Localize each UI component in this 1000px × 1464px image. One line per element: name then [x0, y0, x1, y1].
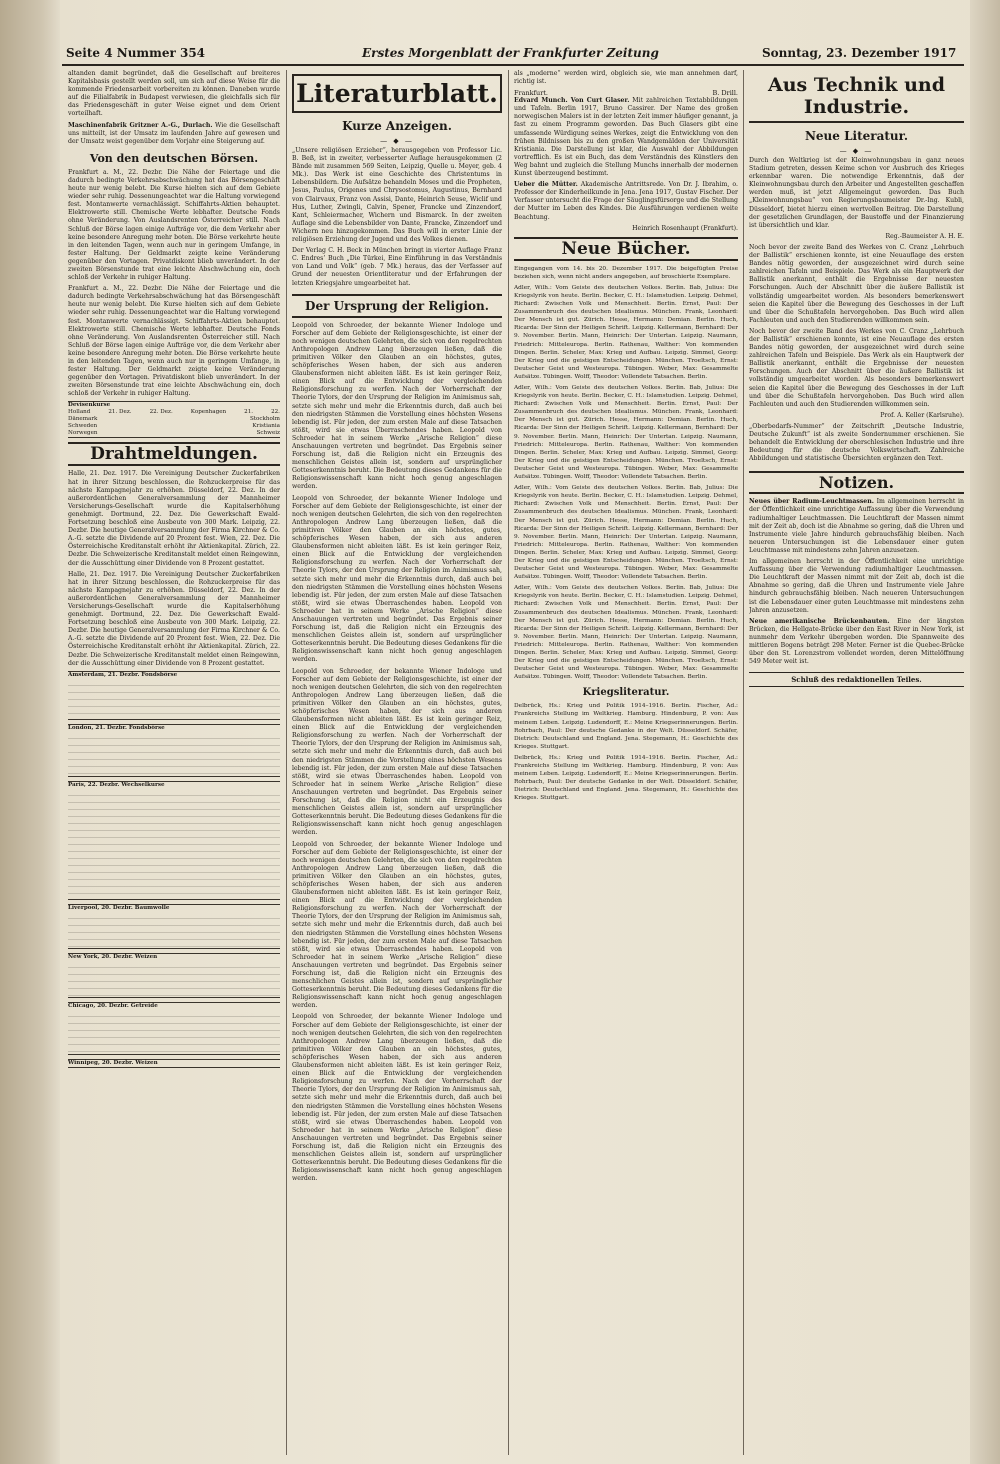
neue-buecher-intro: Eingegangen vom 14. bis 20. Dezember 1917. Die beigefügten Preise beziehen sich, wenn nicht anders angegeben, auf broschierte Exemplare.: [514, 265, 738, 280]
column-rule-1: [286, 70, 287, 1455]
notiz1-title: Neues über Radium-Leuchtmassen.: [749, 498, 874, 506]
ursprung-text-cont3: Leopold von Schroeder, der bekannte Wiener Indologe und Forscher auf dem Gebiete der Religionsgeschichte, ist einer der noch wenigen deutschen Gelehrten, die sich von den regelrechten Anthropologen Andrew Lang überzeugen ließen, daß die primitiven Völker den Glauben an ein höchstes, gutes, schöpferisches Wesen haben, der sich aus anderen Glaubensformen nicht ableiten läßt. Es ist kein geringer Reiz, einen Blick auf die Entwicklung der vergleichenden Religionsforschung zu werfen. Nach der Vorherrschaft der Theorie Tylors, der den Ursprung der Religion im Animismus sah, setzte sich mehr und mehr die Erkenntnis durch, daß auch bei den niedrigsten Stämmen die Vorstellung eines höchsten Wesens lebendig ist. Für jeden, der zum ersten Male auf diese Tatsachen stößt, wird sie etwas Überraschendes haben. Leopold von Schroeder hat in seinem Werke „Arische Religion“ diese Anschauungen vertreten und begründet. Das Ergebnis seiner Forschung ist, daß die Religion nicht ein Erzeugnis des menschlichen Geistes allein ist, sondern auf ursprünglicher Gotteserkenntnis beruht. Die Bedeutung dieses Gedankens für die Religionswissenschaft kann nicht hoch genug angeschlagen werden.: [292, 840, 502, 1010]
kriegsliteratur-list: Delbrück, Hs.: Krieg und Politik 1914–1916. Berlin. Fischer, Ad.: Frankreichs Stellung im Weltkrieg. Hamburg. Hindenburg, P. von: Aus meinem Leben. Leipzig. Ludendorff, E.: Meine Kriegserinnerungen. Berlin. Rohrbach, Paul: Der deutsche Gedanke in der Welt. Düsseldorf. Schäfer, Dietrich: Deutschland und England. Jena. Stegemann, H.: Geschichte des Krieges. Stuttgart.: [514, 703, 738, 750]
book-spine: [0, 0, 60, 1464]
muetter-title: Ueber die Mütter.: [514, 181, 578, 189]
market-london: London, 21. Dezbr. Fondsbörse: [68, 724, 280, 777]
market-paris: Paris, 22. Dezbr. Wechselkurse: [68, 781, 280, 900]
neue-literatur-signature: Reg.-Baumeister A. H. E.: [885, 232, 964, 240]
ballistik-signature: Prof. A. Keller (Karlsruhe).: [880, 411, 964, 419]
neue-buecher-list: Adler, Wilh.: Vom Geiste des deutschen Volkes. Berlin. Bab, Julius: Die Kriegslyrik von heute. Berlin. Becker, C. H.: Islamstudien. Leipzig. Dehmel, Richard: Zwischen Volk und Menschheit. Berlin. Ernst, Paul: Der Zusammenbruch des deutschen Idealismus. München. Frank, Leonhard: Der Mensch ist gut. Zürich. Hesse, Hermann: Demian. Berlin. Huch, Ricarda: Der Sinn der Heiligen Schrift. Leipzig. Kellermann, Bernhard: Der 9. November. Berlin. Mann, Heinrich: Der Untertan. Leipzig. Naumann, Friedrich: Mitteleuropa. Berlin. Rathenau, Walther: Von kommenden Dingen. Berlin. Scheler, Max: Krieg und Aufbau. Leipzig. Simmel, Georg: Der Krieg und die geistigen Entscheidungen. München. Troeltsch, Ernst: Deutscher Geist und Westeuropa. Tübingen. Weber, Max: Gesammelte Aufsätze. Tübingen. Wolff, Theodor: Vollendete Tatsachen. Berlin.: [514, 284, 738, 380]
notiz2-text: Eine der längsten Brücken, die Hellgate-Brücke über den East River in New York, ist nunmehr dem Verkehr übergeben worden. Die Spannweite des mittleren Bogens beträgt 298 Meter. Ferner ist die Quebec-Brücke über den St. Lorenzstrom vollendet worden, deren Mittelöffnung 549 Meter weit ist.: [749, 617, 964, 666]
kurze-anzeigen-heading: Kurze Anzeigen.: [342, 119, 452, 133]
devisen-row: Holland 21. Dez. 22. Dez. Kopenhagen 21. 22.: [68, 409, 280, 416]
devisen-row: Norwegen Schweiz: [68, 430, 280, 437]
column-2: Literaturblatt. Kurze Anzeigen. — ◆ — „Unsere religiösen Erzieher“, herausgegeben von Professor Lic. B. Beß, ist in zweiter, verbesserter Auflage herausgekommen (2 Bände mit zusammen 569 Seiten, Leipzig, Quelle u. Meyer, geb. 4 Mk.). Das Werk ist eine Geschichte des Christentums in Lebensbildern. Die Aufsätze behandeln Moses und die Propheten, Jesus, Paulus, Origenes und Chrysostomus, Augustinus, Bernhard von Clairvaux, Franz von Assisi, Dante, Heinrich Seuse, Wiclif und Hus, Luther, Zwingli, Calvin, Spener, Francke und Zinzendorf, Kant, Schleiermacher, Wichern und Bismarck. In der zweiten Auflage sind die Lebensbilder von Dante, Francke, Zinzendorf und Wichern neu hinzugekommen. Das Buch will in erster Linie der religiösen Erziehung der Jugend und des Volkes dienen. Der Verlag C. H. Beck in München bringt in vierter Auflage Franz C. Endres’ Buch „Die Türkei, Eine Einführung in das Verständnis von Land und Volk“ (geb. 7 Mk.) heraus, das der Verfasser auf Grund der neuesten Orientliteratur und der Erfahrungen der letzten Kriegsjahre umgearbeitet hat. Der Ursprung der Religion. Leopold von Schroeder, der bekannte Wiener Indologe und Forscher auf dem Gebiete der Religionsgeschichte, ist einer der noch wenigen deutschen Gelehrten, die sich von den regelrechten Anthropologen Andrew Lang überzeugen ließen, daß die primitiven Völker den Glauben an ein höchstes, gutes, schöpferisches Wesen haben, der sich aus anderen Glaubensformen nicht ableiten läßt. Es ist kein geringer Reiz, einen Blick auf die Entwicklung der vergleichenden Religionsforschung zu werfen. Nach der Vorherrschaft der Theorie Tylors, der den Ursprung der Religion im Animismus sah, setzte sich mehr und mehr die Erkenntnis durch, daß auch bei den niedrigsten Stämmen die Vorstellung eines höchsten Wesens lebendig ist. Für jeden, der zum ersten Male auf diese Tatsachen stößt, wird sie etwas Überraschendes haben. Leopold von Schroeder hat in seinem Werke „Arische Religion“ diese Anschauungen vertreten und begründet. Das Ergebnis seiner Forschung ist, daß die Religion nicht ein Erzeugnis des menschlichen Geistes allein ist, sondern auf ursprünglicher Gotteserkenntnis beruht. Die Bedeutung dieses Gedankens für die Religionswissenschaft kann nicht hoch genug angeschlagen werden. Leopold von Schroeder, der bekannte Wiener Indologe und Forscher auf dem Gebiete der Religionsgeschichte, ist einer der noch wenigen deutschen Gelehrten, die sich von den regelrechten Anthropologen Andrew Lang überzeugen ließen, daß die primitiven Völker den Glauben an ein höchstes, gutes, schöpferisches Wesen haben, der sich aus anderen Glaubensformen nicht ableiten läßt. Es ist kein geringer Reiz, einen Blick auf die Entwicklung der vergleichenden Religionsforschung zu werfen. Nach der Vorherrschaft der Theorie Tylors, der den Ursprung der Religion im Animismus sah, setzte sich mehr und mehr die Erkenntnis durch, daß auch bei den niedrigsten Stämmen die Vorstellung eines höchsten Wesens lebendig ist. Für jeden, der zum ersten Male auf diese Tatsachen stößt, wird sie etwas Überraschendes haben. Leopold von Schroeder hat in seinem Werke „Arische Religion“ diese Anschauungen vertreten und begründet. Das Ergebnis seiner Forschung ist, daß die Religion nicht ein Erzeugnis des menschlichen Geistes allein ist, sondern auf ursprünglicher Gotteserkenntnis beruht. Die Bedeutung dieses Gedankens für die Religionswissenschaft kann nicht hoch genug angeschlagen werden. Leopold von Schroeder, der bekannte Wiener Indologe und Forscher auf dem Gebiete der Religionsgeschichte, ist einer der noch wenigen deutschen Gelehrten, die sich von den regelrechten Anthropologen Andrew Lang überzeugen ließen, daß die primitiven Völker den Glauben an ein höchstes, gutes, schöpferisches Wesen haben, der sich aus anderen Glaubensformen nicht ableiten läßt. Es ist kein geringer Reiz, einen Blick auf die Entwicklung der vergleichenden Religionsforschung zu werfen. Nach der Vorherrschaft der Theorie Tylors, der den Ursprung der Religion im Animismus sah, setzte sich mehr und mehr die Erkenntnis durch, daß auch bei den niedrigsten Stämmen die Vorstellung eines höchsten Wesens lebendig ist. Für jeden, der zum ersten Male auf diese Tatsachen stößt, wird sie etwas Überraschendes haben. Leopold von Schroeder hat in seinem Werke „Arische Religion“ diese Anschauungen vertreten und begründet. Das Ergebnis seiner Forschung ist, daß die Religion nicht ein Erzeugnis des menschlichen Geistes allein ist, sondern auf ursprünglicher Gotteserkenntnis beruht. Die Bedeutung dieses Gedankens für die Religionswissenschaft kann nicht hoch genug angeschlagen werden. Leopold von Schroeder, der bekannte Wiener Indologe und Forscher auf dem Gebiete der Religionsgeschichte, ist einer der noch wenigen deutschen Gelehrten, die sich von den regelrechten Anthropologen Andrew Lang überzeugen ließen, daß die primitiven Völker den Glauben an ein höchstes, gutes, schöpferisches Wesen haben, der sich aus anderen Glaubensformen nicht ableiten läßt. Es ist kein geringer Reiz, einen Blick auf die Entwicklung der vergleichenden Religionsforschung zu werfen. Nach der Vorherrschaft der Theorie Tylors, der den Ursprung der Religion im Animismus sah, setzte sich mehr und mehr die Erkenntnis durch, daß auch bei den niedrigsten Stämmen die Vorstellung eines höchsten Wesens lebendig ist. Für jeden, der zum ersten Male auf diese Tatsachen stößt, wird sie etwas Überraschendes haben. Leopold von Schroeder hat in seinem Werke „Arische Religion“ diese Anschauungen vertreten und begründet. Das Ergebnis seiner Forschung ist, daß die Religion nicht ein Erzeugnis des menschlichen Geistes allein ist, sondern auf ursprünglicher Gotteserkenntnis beruht. Die Bedeutung dieses Gedankens für die Religionswissenschaft kann nicht hoch genug angeschlagen werden. Leopold von Schroeder, der bekannte Wiener Indologe und Forscher auf dem Gebiete der Religionsgeschichte, ist einer der noch wenigen deutschen Gelehrten, die sich von den regelrechten Anthropologen Andrew Lang überzeugen ließen, daß die primitiven Völker den Glauben an ein höchstes, gutes, schöpferisches Wesen haben, der sich aus anderen Glaubensformen nicht ableiten läßt. Es ist kein geringer Reiz, einen Blick auf die Entwicklung der vergleichenden Religionsforschung zu werfen. Nach der Vorherrschaft der Theorie Tylors, der den Ursprung der Religion im Animismus sah, setzte sich mehr und mehr die Erkenntnis durch, daß auch bei den niedrigsten Stämmen die Vorstellung eines höchsten Wesens lebendig ist. Für jeden, der zum ersten Male auf diese Tatsachen stößt, wird sie etwas Überraschendes haben. Leopold von Schroeder hat in seinem Werke „Arische Religion“ diese Anschauungen vertreten und begründet. Das Ergebnis seiner Forschung ist, daß die Religion nicht ein Erzeugnis des menschlichen Geistes allein ist, sondern auf ursprünglicher Gotteserkenntnis beruht. Die Bedeutung dieses Gedankens für die Religionswissenschaft kann nicht hoch genug angeschlagen werden.: [292, 70, 502, 1455]
ursprung-text-cont2: Leopold von Schroeder, der bekannte Wiener Indologe und Forscher auf dem Gebiete der Religionsgeschichte, ist einer der noch wenigen deutschen Gelehrten, die sich von den regelrechten Anthropologen Andrew Lang überzeugen ließen, daß die primitiven Völker den Glauben an ein höchstes, gutes, schöpferisches Wesen haben, der sich aus anderen Glaubensformen nicht ableiten läßt. Es ist kein geringer Reiz, einen Blick auf die Entwicklung der vergleichenden Religionsforschung zu werfen. Nach der Vorherrschaft der Theorie Tylors, der den Ursprung der Religion im Animismus sah, setzte sich mehr und mehr die Erkenntnis durch, daß auch bei den niedrigsten Stämmen die Vorstellung eines höchsten Wesens lebendig ist. Für jeden, der zum ersten Male auf diese Tatsachen stößt, wird sie etwas Überraschendes haben. Leopold von Schroeder hat in seinem Werke „Arische Religion“ diese Anschauungen vertreten und begründet. Das Ergebnis seiner Forschung ist, daß die Religion nicht ein Erzeugnis des menschlichen Geistes allein ist, sondern auf ursprünglicher Gotteserkenntnis beruht. Die Bedeutung dieses Gedankens für die Religionswissenschaft kann nicht hoch genug angeschlagen werden.: [292, 667, 502, 837]
notiz1-text-cont: Im allgemeinen herrscht in der Öffentlichkeit eine unrichtige Auffassung über die Verwendung radiumhaltiger Leuchtmassen. Die Leuchtkraft der Massen nimmt mit der Zeit ab, doch ist die Abnahme so gering, daß die Uhren und Instrumente viele Jahre hindurch gebrauchsfähig bleiben. Nach neueren Untersuchungen ist die Lebensdauer einer guten Leuchtmasse mit mindestens zehn Jahren anzusetzen.: [749, 558, 964, 614]
ursprung-text-cont4: Leopold von Schroeder, der bekannte Wiener Indologe und Forscher auf dem Gebiete der Religionsgeschichte, ist einer der noch wenigen deutschen Gelehrten, die sich von den regelrechten Anthropologen Andrew Lang überzeugen ließen, daß die primitiven Völker den Glauben an ein höchstes, gutes, schöpferisches Wesen haben, der sich aus anderen Glaubensformen nicht ableiten läßt. Es ist kein geringer Reiz, einen Blick auf die Entwicklung der vergleichenden Religionsforschung zu werfen. Nach der Vorherrschaft der Theorie Tylors, der den Ursprung der Religion im Animismus sah, setzte sich mehr und mehr die Erkenntnis durch, daß auch bei den niedrigsten Stämmen die Vorstellung eines höchsten Wesens lebendig ist. Für jeden, der zum ersten Male auf diese Tatsachen stößt, wird sie etwas Überraschendes haben. Leopold von Schroeder hat in seinem Werke „Arische Religion“ diese Anschauungen vertreten und begründet. Das Ergebnis seiner Forschung ist, daß die Religion nicht ein Erzeugnis des menschlichen Geistes allein ist, sondern auf ursprünglicher Gotteserkenntnis beruht. Die Bedeutung dieses Gedankens für die Religionswissenschaft kann nicht hoch genug angeschlagen werden.: [292, 1013, 502, 1183]
column-rule-3: [743, 70, 744, 1455]
col1-item1-text: Wie die Gesellschaft uns mitteilt, ist der Umsatz im laufenden Jahre auf gewesen und der Umsatz weist gegenüber dem Vorjahr eine Steigerung auf.: [68, 121, 280, 145]
column-rule-2: [508, 70, 509, 1455]
ursprung-heading: Der Ursprung der Religion.: [292, 294, 502, 318]
column-4: Aus Technik und Industrie. Neue Literatur. — ◆ — Durch den Weltkrieg ist der Kleinwohnungsbau in ganz neues Stadium getreten, dessen Keime schon vor Ausbruch des Krieges erkennbar waren. Die notwendige Erkenntnis, daß der Kleinwohnungsbau durch den Arbeiter und Angestellten geschaffen werden muß, ist jetzt Allgemeingut geworden. Das Buch „Kleinwohnungsbau“ von Regierungsbaumeister Dr.-Ing. Kubli, Düsseldorf, bietet hierzu einen wertvollen Beitrag. Die Darstellung der gesetzlichen Grundlagen, der Baustoffe und der Finanzierung ist übersichtlich und klar. Reg.-Baumeister A. H. E. Noch bevor der zweite Band des Werkes von C. Cranz „Lehrbuch der Ballistik“ erschienen konnte, ist eine Neuauflage des ersten Bandes nötig geworden, der ausgezeichnet wird durch seine zahlreichen Tafeln und Beispiele. Das Werk als ein Hauptwerk der Ballistik anerkannt, enthält die Ergebnisse der neuesten Forschungen. Auch der Abschnitt über die äußere Ballistik ist vollständig umgearbeitet worden. Als besonders bemerkenswert seien die Kapitel über die Bewegung des Geschosses in der Luft und über die Schußtafeln hervorgehoben. Das Buch wird allen Fachleuten und auch den Studierenden willkommen sein. Noch bevor der zweite Band des Werkes von C. Cranz „Lehrbuch der Ballistik“ erschienen konnte, ist eine Neuauflage des ersten Bandes nötig geworden, der ausgezeichnet wird durch seine zahlreichen Tafeln und Beispiele. Das Werk als ein Hauptwerk der Ballistik anerkannt, enthält die Ergebnisse der neuesten Forschungen. Auch der Abschnitt über die äußere Ballistik ist vollständig umgearbeitet worden. Als besonders bemerkenswert seien die Kapitel über die Bewegung des Geschosses in der Luft und über die Schußtafeln hervorgehoben. Das Buch wird allen Fachleuten und auch den Studierenden willkommen sein. Prof. A. Keller (Karlsruhe). „Oberbedarfs-Nummer“ der Zeitschrift „Deutsche Industrie, Deutsche Zukunft“ ist als zweite Sondernummer erschienen. Sie behandelt die Entwicklung der oberschlesischen Industrie und ihre Bedeutung für die deutsche Volkswirtschaft. Zahlreiche Abbildungen und statistische Übersichten ergänzen den Text. Notizen. Neues über Radium-Leuchtmassen. Im allgemeinen herrscht in der Öffentlichkeit eine unrichtige Auffassung über die Verwendung radiumhaltiger Leuchtmassen. Die Leuchtkraft der Massen nimmt mit der Zeit ab, doch ist die Abnahme so gering, daß die Uhren und Instrumente viele Jahre hindurch gebrauchsfähig bleiben. Nach neueren Untersuchungen ist die Lebensdauer einer guten Leuchtmasse mit mindestens zehn Jahren anzusetzen. Im allgemeinen herrscht in der Öffentlichkeit eine unrichtige Auffassung über die Verwendung radiumhaltiger Leuchtmassen. Die Leuchtkraft der Massen nimmt mit der Zeit ab, doch ist die Abnahme so gering, daß die Uhren und Instrumente viele Jahre hindurch gebrauchsfähig bleiben. Nach neueren Untersuchungen ist die Lebensdauer einer guten Leuchtmasse mit mindestens zehn Jahren anzusetzen. Neue amerikanische Brückenbauten. Eine der längsten Brücken, die Hellgate-Brücke über den East River in New York, ist nunmehr dem Verkehr übergeben worden. Die Spannweite des mittleren Bogens beträgt 298 Meter. Ferner ist die Quebec-Brücke über den St. Lorenzstrom vollendet worden, deren Mittelöffnung 549 Meter weit ist. Schluß des redaktionellen Teiles.: [749, 70, 964, 1455]
kriegsliteratur-heading: Kriegsliteratur.: [582, 687, 670, 699]
devisen-row: Dänemark Stockholm: [68, 416, 280, 423]
literaturblatt-title: Literaturblatt.: [292, 74, 502, 113]
kurze-anzeigen-text: „Unsere religiösen Erzieher“, herausgegeben von Professor Lic. B. Beß, ist in zweiter, verbesserter Auflage herausgekommen (2 Bände mit zusammen 569 Seiten, Leipzig, Quelle u. Meyer, geb. 4 Mk.). Das Werk ist eine Geschichte des Christentums in Lebensbildern. Die Aufsätze behandeln Moses und die Propheten, Jesus, Paulus, Origenes und Chrysostomus, Augustinus, Bernhard von Clairvaux, Franz von Assisi, Dante, Heinrich Seuse, Wiclif und Hus, Luther, Zwingli, Calvin, Spener, Francke und Zinzendorf, Kant, Schleiermacher, Wichern und Bismarck. In der zweiten Auflage sind die Lebensbilder von Dante, Francke, Zinzendorf und Wichern neu hinzugekommen. Das Buch will in erster Linie der religiösen Erziehung der Jugend und des Volkes dienen.: [292, 147, 502, 244]
neue-buecher-list-cont2: Adler, Wilh.: Vom Geiste des deutschen Volkes. Berlin. Bab, Julius: Die Kriegslyrik von heute. Berlin. Becker, C. H.: Islamstudien. Leipzig. Dehmel, Richard: Zwischen Volk und Menschheit. Berlin. Ernst, Paul: Der Zusammenbruch des deutschen Idealismus. München. Frank, Leonhard: Der Mensch ist gut. Zürich. Hesse, Hermann: Demian. Berlin. Huch, Ricarda: Der Sinn der Heiligen Schrift. Leipzig. Kellermann, Bernhard: Der 9. November. Berlin. Mann, Heinrich: Der Untertan. Leipzig. Naumann, Friedrich: Mitteleuropa. Berlin. Rathenau, Walther: Von kommenden Dingen. Berlin. Scheler, Max: Krieg und Aufbau. Leipzig. Simmel, Georg: Der Krieg und die geistigen Entscheidungen. München. Troeltsch, Ernst: Deutscher Geist und Westeuropa. Tübingen. Weber, Max: Gesammelte Aufsätze. Tübingen. Wolff, Theodor: Vollendete Tatsachen. Berlin.: [514, 485, 738, 581]
col3-top-text: als „moderne“ werden wird, obgleich sie, wie man annehmen darf, richtig ist.: [514, 70, 738, 86]
col3-place: Frankfurt.: [514, 89, 548, 98]
page-header: [62, 44, 964, 66]
col3-signature: B. Drill.: [712, 89, 738, 98]
column-1: [68, 70, 280, 1455]
neue-literatur-text: Durch den Weltkrieg ist der Kleinwohnungsbau in ganz neues Stadium getreten, dessen Keime schon vor Ausbruch des Krieges erkennbar waren. Die notwendige Erkenntnis, daß der Kleinwohnungsbau durch den Arbeiter und Angestellten geschaffen werden muß, ist jetzt Allgemeingut geworden. Das Buch „Kleinwohnungsbau“ von Regierungsbaumeister Dr.-Ing. Kubli, Düsseldorf, bietet hierzu einen wertvollen Beitrag. Die Darstellung der gesetzlichen Grundlagen, der Baustoffe und der Finanzierung ist übersichtlich und klar.: [749, 157, 964, 229]
notizen-heading: Notizen.: [749, 471, 964, 494]
boerse-heading: Von den deutschen Börsen.: [89, 151, 259, 165]
neue-buecher-list-cont3: Adler, Wilh.: Vom Geiste des deutschen Volkes. Berlin. Bab, Julius: Die Kriegslyrik von heute. Berlin. Becker, C. H.: Islamstudien. Leipzig. Dehmel, Richard: Zwischen Volk und Menschheit. Berlin. Ernst, Paul: Der Zusammenbruch des deutschen Idealismus. München. Frank, Leonhard: Der Mensch ist gut. Zürich. Hesse, Hermann: Demian. Berlin. Huch, Ricarda: Der Sinn der Heiligen Schrift. Leipzig. Kellermann, Bernhard: Der 9. November. Berlin. Mann, Heinrich: Der Untertan. Leipzig. Naumann, Friedrich: Mitteleuropa. Berlin. Rathenau, Walther: Von kommenden Dingen. Berlin. Scheler, Max: Krieg und Aufbau. Leipzig. Simmel, Georg: Der Krieg und die geistigen Entscheidungen. München. Troeltsch, Ernst: Deutscher Geist und Westeuropa. Tübingen. Weber, Max: Gesammelte Aufsätze. Tübingen. Wolff, Theodor: Vollendete Tatsachen. Berlin.: [514, 585, 738, 681]
muetter-signature: Heinrich Rosenhaupt (Frankfurt).: [632, 224, 738, 232]
oberbedarf-text: „Oberbedarfs-Nummer“ der Zeitschrift „Deutsche Industrie, Deutsche Zukunft“ ist als zweite Sondernummer erschienen. Sie behandelt die Entwicklung der oberschlesischen Industrie und ihre Bedeutung für die deutsche Volkswirtschaft. Zahlreiche Abbildungen und statistische Übersichten ergänzen den Text.: [749, 422, 964, 463]
header-right: Sonntag, 23. Dezember 1917: [762, 46, 957, 60]
ballistik-text-cont: Noch bevor der zweite Band des Werkes von C. Cranz „Lehrbuch der Ballistik“ erschienen konnte, ist eine Neuauflage des ersten Bandes nötig geworden, der ausgezeichnet wird durch seine zahlreichen Tafeln und Beispiele. Das Werk als ein Hauptwerk der Ballistik anerkannt, enthält die Ergebnisse der neuesten Forschungen. Auch der Abschnitt über die äußere Ballistik ist vollständig umgearbeitet worden. Als besonders bemerkenswert seien die Kapitel über die Bewegung des Geschosses in der Luft und über die Schußtafeln hervorgehoben. Das Buch wird allen Fachleuten und auch den Studierenden willkommen sein.: [749, 327, 964, 408]
devisen-row: Schweden Kristiania: [68, 423, 280, 430]
ballistik-text: Noch bevor der zweite Band des Werkes von C. Cranz „Lehrbuch der Ballistik“ erschienen konnte, ist eine Neuauflage des ersten Bandes nötig geworden, der ausgezeichnet wird durch seine zahlreichen Tafeln und Beispiele. Das Werk als ein Hauptwerk der Ballistik anerkannt, enthält die Ergebnisse der neuesten Forschungen. Auch der Abschnitt über die äußere Ballistik ist vollständig umgearbeitet worden. Als besonders bemerkenswert seien die Kapitel über die Bewegung des Geschosses in der Luft und über die Schußtafeln hervorgehoben. Das Buch wird allen Fachleuten und auch den Studierenden willkommen sein.: [749, 243, 964, 324]
market-newyork: New York, 20. Dezbr. Weizen: [68, 953, 280, 998]
boerse-text: Frankfurt a. M., 22. Dezbr. Die Nähe der Feiertage und die dadurch bedingte Verkehrsabschwächung hat das Börsengeschäft heute nur wenig belebt. Die Kurse hielten sich auf dem Gebiete wieder sehr ruhig. Dessenungeachtet war die Haltung vorwiegend fest. Montanwerte vernachlässigt. Schiffahrts-Aktien behauptet. Elektrowerte still. Chemische Werte lebhafter. Deutsche Fonds ohne Veränderung. Von Auslandsrenten Österreicher still. Nach Schluß der Börse lagen einige Aufträge vor, die dem Verkehr aber keine besondere Anregung mehr boten. Die Börse verkehrte heute in den leitenden Tagen, wenn auch nur in geringem Umfange, in fester Haltung. Der Geldmarkt zeigte keine Veränderung gegenüber den Vortagen. Privatdiskont blieb unverändert. In der zweiten Börsenstunde trat eine leichte Abschwächung ein, doch schloß der Verkehr in ruhiger Haltung.: [68, 168, 280, 282]
market-reports: [68, 671, 280, 1068]
neue-literatur-heading: Neue Literatur.: [804, 129, 909, 143]
ursprung-text: Leopold von Schroeder, der bekannte Wiener Indologe und Forscher auf dem Gebiete der Religionsgeschichte, ist einer der noch wenigen deutschen Gelehrten, die sich von den regelrechten Anthropologen Andrew Lang überzeugen ließen, daß die primitiven Völker den Glauben an ein höchstes, gutes, schöpferisches Wesen haben, der sich aus anderen Glaubensformen nicht ableiten läßt. Es ist kein geringer Reiz, einen Blick auf die Entwicklung der vergleichenden Religionsforschung zu werfen. Nach der Vorherrschaft der Theorie Tylors, der den Ursprung der Religion im Animismus sah, setzte sich mehr und mehr die Erkenntnis durch, daß auch bei den niedrigsten Stämmen die Vorstellung eines höchsten Wesens lebendig ist. Für jeden, der zum ersten Male auf diese Tatsachen stößt, wird sie etwas Überraschendes haben. Leopold von Schroeder hat in seinem Werke „Arische Religion“ diese Anschauungen vertreten und begründet. Das Ergebnis seiner Forschung ist, daß die Religion nicht ein Erzeugnis des menschlichen Geistes allein ist, sondern auf ursprünglicher Gotteserkenntnis beruht. Die Bedeutung dieses Gedankens für die Religionswissenschaft kann nicht hoch genug angeschlagen werden.: [292, 321, 502, 491]
market-liverpool: Liverpool, 20. Dezbr. Baumwolle: [68, 904, 280, 949]
beck-text: Der Verlag C. H. Beck in München bringt in vierter Auflage Franz C. Endres’ Buch „Die Türkei, Eine Einführung in das Verständnis von Land und Volk“ (geb. 7 Mk.) heraus, das der Verfasser auf Grund der neuesten Orientliteratur und der Erfahrungen der letzten Kriegsjahre umgearbeitet hat.: [292, 247, 502, 287]
technik-industrie-title: Aus Technik und Industrie.: [749, 74, 964, 123]
neue-buecher-heading: Neue Bücher.: [514, 237, 738, 261]
draht-text: Halle, 21. Dez. 1917. Die Vereinigung Deutscher Zuckerfabriken hat in ihrer Sitzung beschlossen, die Rohzuckerpreise für das nächste Kampagnejahr zu erhöhen. Düsseldorf, 22. Dez. In der außerordentlichen Generalversammlung der Mannheimer Versicherungs-Gesellschaft wurde die Kapitalserhöhung genehmigt. Dortmund, 22. Dez. Die Gewerkschaft Ewald-Fortsetzung beschloß eine Ausbeute von 300 Mark. Leipzig, 22. Dezbr. Die heutige Generalversammlung der Firma Kirchner & Co. A.-G. setzte die Dividende auf 20 Prozent fest. Wien, 22. Dez. Die Österreichische Kreditanstalt erhöht ihr Aktienkapital. Zürich, 22. Dezbr. Die Schweizerische Kreditanstalt meldet einen Reingewinn, der die Ausschüttung einer Dividende von 8 Prozent gestattet.: [68, 470, 280, 567]
col1-top-text: altanden damit begründet, daß die Gesellschaft auf breiteres Kapitalsbasis gestellt werden soll, um sich auf diese Weise für die kommende Friedensarbeit vorbereiten zu können. Daneben wurde auf die Filialfabrik in Budapest verwiesen, die gleichfalls sich für das Friedensgeschäft in guter Weise eignet und dem Orient vorteilhaft.: [68, 70, 280, 118]
market-winnipeg: Winnipeg, 20. Dezbr. Weizen: [68, 1059, 280, 1068]
muetter-text: Akademische Antrittsrede. Von Dr. J. Ibrahim, o. Professor der Kinderheilkunde in Jena. Jena 1917, Gustav Fischer. Der Verfasser untersucht die Frage der Säuglingsfürsorge und die Stellung der Mutter im Leben des Kindes. Die Ausführungen verdienen weite Beachtung.: [514, 181, 738, 221]
draht-text-cont: Halle, 21. Dez. 1917. Die Vereinigung Deutscher Zuckerfabriken hat in ihrer Sitzung beschlossen, die Rohzuckerpreise für das nächste Kampagnejahr zu erhöhen. Düsseldorf, 22. Dez. In der außerordentlichen Generalversammlung der Mannheimer Versicherungs-Gesellschaft wurde die Kapitalserhöhung genehmigt. Dortmund, 22. Dez. Die Gewerkschaft Ewald-Fortsetzung beschloß eine Ausbeute von 300 Mark. Leipzig, 22. Dezbr. Die heutige Generalversammlung der Firma Kirchner & Co. A.-G. setzte die Dividende auf 20 Prozent fest. Wien, 22. Dez. Die Österreichische Kreditanstalt erhöht ihr Aktienkapital. Zürich, 22. Dezbr. Die Schweizerische Kreditanstalt meldet einen Reingewinn, der die Ausschüttung einer Dividende von 8 Prozent gestattet.: [68, 570, 280, 667]
market-amsterdam: Amsterdam, 21. Dezbr. Fondsbörse: [68, 671, 280, 720]
boerse-text-cont: Frankfurt a. M., 22. Dezbr. Die Nähe der Feiertage und die dadurch bedingte Verkehrsabschwächung hat das Börsengeschäft heute nur wenig belebt. Die Kurse hielten sich auf dem Gebiete wieder sehr ruhig. Dessenungeachtet war die Haltung vorwiegend fest. Montanwerte vernachlässigt. Schiffahrts-Aktien behauptet. Elektrowerte still. Chemische Werte lebhafter. Deutsche Fonds ohne Veränderung. Von Auslandsrenten Österreicher still. Nach Schluß der Börse lagen einige Aufträge vor, die dem Verkehr aber keine besondere Anregung mehr boten. Die Börse verkehrte heute in den leitenden Tagen, wenn auch nur in geringem Umfange, in fester Haltung. Der Geldmarkt zeigte keine Veränderung gegenüber den Vortagen. Privatdiskont blieb unverändert. In der zweiten Börsenstunde trat eine leichte Abschwächung ein, doch schloß der Verkehr in ruhiger Haltung.: [68, 285, 280, 398]
page-edge: [970, 0, 1000, 1464]
devisen-table-title: Devisenkurse: [68, 402, 111, 409]
col1-item1-title: Maschinenfabrik Gritzner A.-G., Durlach.: [68, 121, 213, 129]
munch-title: Edvard Munch. Von Curt Glaser.: [514, 97, 630, 105]
ursprung-text-cont: Leopold von Schroeder, der bekannte Wiener Indologe und Forscher auf dem Gebiete der Religionsgeschichte, ist einer der noch wenigen deutschen Gelehrten, die sich von den regelrechten Anthropologen Andrew Lang überzeugen ließen, daß die primitiven Völker den Glauben an ein höchstes, gutes, schöpferisches Wesen haben, der sich aus anderen Glaubensformen nicht ableiten läßt. Es ist kein geringer Reiz, einen Blick auf die Entwicklung der vergleichenden Religionsforschung zu werfen. Nach der Vorherrschaft der Theorie Tylors, der den Ursprung der Religion im Animismus sah, setzte sich mehr und mehr die Erkenntnis durch, daß auch bei den niedrigsten Stämmen die Vorstellung eines höchsten Wesens lebendig ist. Für jeden, der zum ersten Male auf diese Tatsachen stößt, wird sie etwas Überraschendes haben. Leopold von Schroeder hat in seinem Werke „Arische Religion“ diese Anschauungen vertreten und begründet. Das Ergebnis seiner Forschung ist, daß die Religion nicht ein Erzeugnis des menschlichen Geistes allein ist, sondern auf ursprünglicher Gotteserkenntnis beruht. Die Bedeutung dieses Gedankens für die Religionswissenschaft kann nicht hoch genug angeschlagen werden.: [292, 494, 502, 664]
devisen-table: [68, 401, 280, 438]
munch-text: Mit zahlreichen Textabbildungen und Tafeln. Berlin 1917, Bruno Cassirer. Der Name des großen norwegischen Malers ist in der letzten Zeit immer häufiger genannt, ja fast zu einem Programm geworden. Das Buch Glasers gibt eine umfassende Würdigung seines Werkes, zeigt die Entwicklung von den frühen Bildnissen bis zu den großen Wandgemälden der Universität Kristiania. Die Darstellung ist klar, die Auswahl der Abbildungen vortrefflich. Es ist ein Buch, das dem Verständnis des Künstlers den Weg bahnt und zugleich die Stellung Munchs innerhalb der modernen Kunst überzeugend bestimmt.: [514, 97, 738, 178]
neue-buecher-list-cont: Adler, Wilh.: Vom Geiste des deutschen Volkes. Berlin. Bab, Julius: Die Kriegslyrik von heute. Berlin. Becker, C. H.: Islamstudien. Leipzig. Dehmel, Richard: Zwischen Volk und Menschheit. Berlin. Ernst, Paul: Der Zusammenbruch des deutschen Idealismus. München. Frank, Leonhard: Der Mensch ist gut. Zürich. Hesse, Hermann: Demian. Berlin. Huch, Ricarda: Der Sinn der Heiligen Schrift. Leipzig. Kellermann, Bernhard: Der 9. November. Berlin. Mann, Heinrich: Der Untertan. Leipzig. Naumann, Friedrich: Mitteleuropa. Berlin. Rathenau, Walther: Von kommenden Dingen. Berlin. Scheler, Max: Krieg und Aufbau. Leipzig. Simmel, Georg: Der Krieg und die geistigen Entscheidungen. München. Troeltsch, Ernst: Deutscher Geist und Westeuropa. Tübingen. Weber, Max: Gesammelte Aufsätze. Tübingen. Wolff, Theodor: Vollendete Tatsachen. Berlin.: [514, 385, 738, 481]
drahtmeldungen-heading: Drahtmeldungen.: [68, 442, 280, 466]
kriegsliteratur-list-cont: Delbrück, Hs.: Krieg und Politik 1914–1916. Berlin. Fischer, Ad.: Frankreichs Stellung im Weltkrieg. Hamburg. Hindenburg, P. von: Aus meinem Leben. Leipzig. Ludendorff, E.: Meine Kriegserinnerungen. Berlin. Rohrbach, Paul: Der deutsche Gedanke in der Welt. Düsseldorf. Schäfer, Dietrich: Deutschland und England. Jena. Stegemann, H.: Geschichte des Krieges. Stuttgart.: [514, 754, 738, 802]
header-center: Erstes Morgenblatt der Frankfurter Zeitung: [362, 46, 659, 60]
header-left: Seite 4 Nummer 354: [66, 46, 206, 60]
notiz1-text: Im allgemeinen herrscht in der Öffentlichkeit eine unrichtige Auffassung über die Verwendung radiumhaltiger Leuchtmassen. Die Leuchtkraft der Massen nimmt mit der Zeit ab, doch ist die Abnahme so gering, daß die Uhren und Instrumente viele Jahre hindurch gebrauchsfähig bleiben. Nach neueren Untersuchungen ist die Lebensdauer einer guten Leuchtmasse mit mindestens zehn Jahren anzusetzen.: [749, 498, 964, 554]
column-3: [514, 70, 738, 1455]
notiz2-title: Neue amerikanische Brückenbauten.: [749, 617, 890, 625]
schluss-notice: Schluß des redaktionellen Teiles.: [749, 672, 964, 687]
market-chicago: Chicago, 20. Dezbr. Getreide: [68, 1002, 280, 1055]
